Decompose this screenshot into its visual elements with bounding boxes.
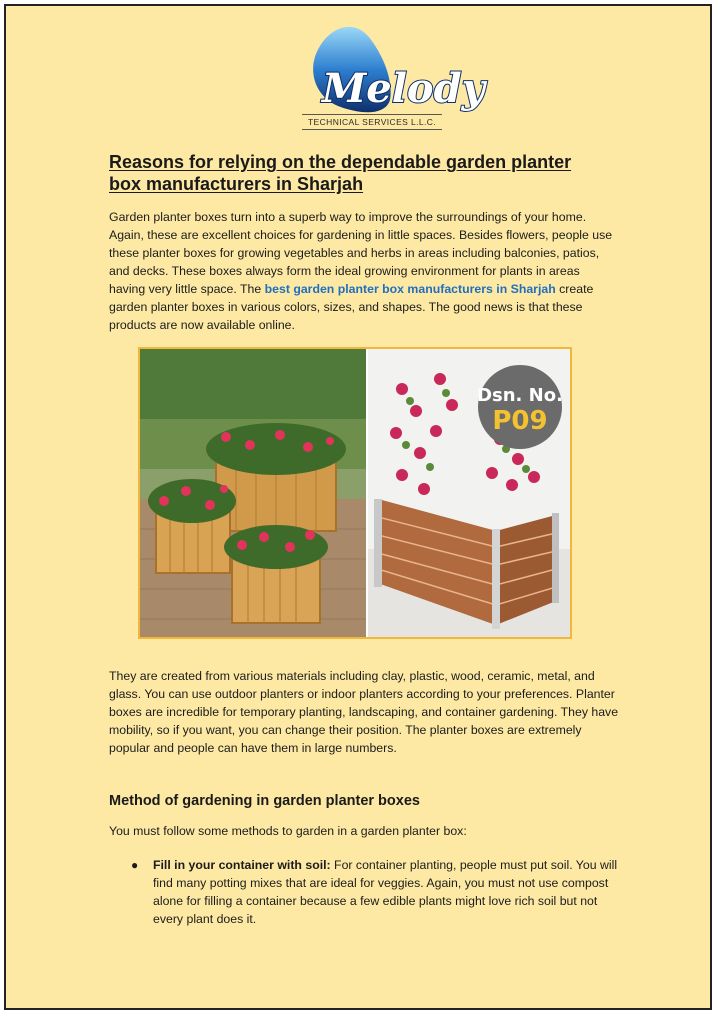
intro-section — [109, 208, 619, 334]
method-subheading: Method of gardening in garden planter boxes — [109, 793, 420, 809]
logo-tagline: TECHNICAL SERVICES L.L.C. — [302, 114, 442, 130]
title-line-2: box manufacturers in Sharjah — [109, 174, 364, 194]
materials-section — [109, 667, 619, 757]
method-intro-section — [109, 822, 619, 840]
method-list-section — [109, 856, 619, 928]
title-line-1: Reasons for relying on the dependable garden planter — [109, 152, 572, 172]
planter-boxes-photo — [138, 347, 572, 639]
article-title — [109, 151, 619, 195]
list-item — [109, 856, 619, 928]
design-number-label: Dsn. No. — [477, 385, 563, 406]
intro-text-before: Garden planter boxes turn into a superb way to improve the surroundings of your home. Again, these are excellent choices for gardening in little spaces. Besides flowers, people use these planter boxes for growing vegetables and herbs in areas including balconies, patios, and decks. These boxes always form the ideal growing environment for plants in areas having very little space. The — [109, 210, 613, 296]
list-item-heading: Fill in your container with soil: — [153, 858, 331, 872]
materials-paragraph: They are created from various materials including clay, plastic, wood, ceramic, metal, and glass. You can use outdoor planters or indoor planters according to your preferences. Planter boxes are incredible for temporary planting, landscaping, and container gardening. They have mobility, so if you want, you can change their position. The planter boxes are extremely popular and people can have them in large numbers. — [109, 669, 619, 755]
planter-box-manufacturers-link[interactable]: best garden planter box manufacturers in Sharjah — [264, 282, 556, 296]
bullet-icon: ● — [131, 858, 139, 872]
planter-illustration — [140, 349, 570, 637]
method-list — [109, 856, 619, 928]
method-intro-paragraph: You must follow some methods to garden in a garden planter box: — [109, 824, 467, 838]
intro-paragraph — [109, 208, 619, 334]
list-item-text: For container planting, people must put soil. You will find many potting mixes that are ideal for veggies. Again, you must not use compost alone for filling a container because a few edible plants might love rich soil but not every plant does it. — [153, 858, 618, 926]
document-page — [4, 4, 712, 1010]
intro-text-after: create garden planter boxes in various colors, sizes, and shapes. The good news is that these products are now available online. — [109, 282, 594, 332]
design-number-value: P09 — [492, 406, 548, 436]
logo-wordmark: Melody — [322, 65, 485, 112]
